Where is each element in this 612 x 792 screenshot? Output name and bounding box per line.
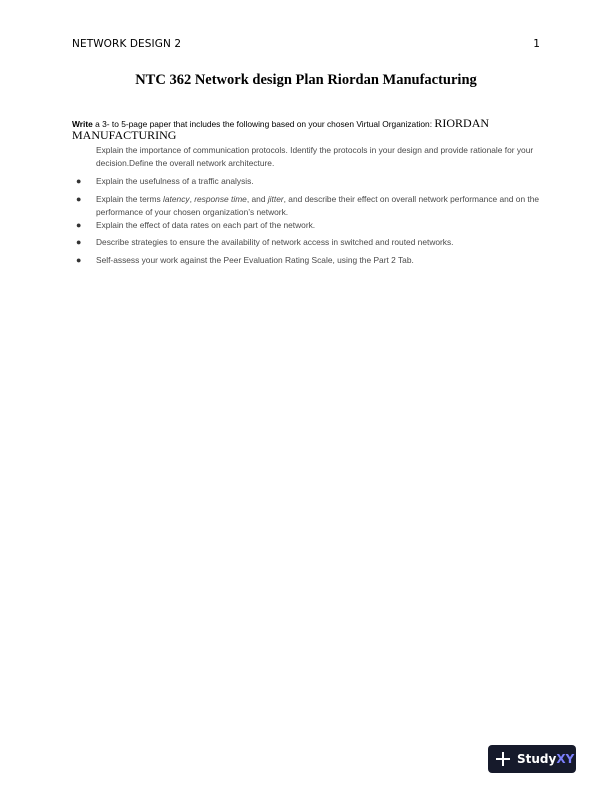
first-item: Explain the importance of communication protocols. Identify the protocols in your design and provide rationale for your decision.Define the overall network architecture. [96, 145, 534, 168]
document-title: NTC 362 Network design Plan Riordan Manufacturing [135, 72, 477, 88]
intro-paragraph [72, 117, 540, 141]
bullet-icon: ● [76, 194, 82, 204]
intro-lead: Write [72, 119, 93, 129]
bullet-icon: ● [76, 220, 82, 230]
bullet-icon: ● [76, 176, 82, 186]
studyxy-watermark [488, 745, 576, 773]
plus-icon [496, 752, 510, 766]
bullet-icon: ● [76, 255, 82, 265]
organization-name: RIORDAN MANUFACTURING [72, 116, 490, 142]
running-head-title: NETWORK DESIGN 2 [72, 38, 182, 50]
page-number: 1 [533, 38, 540, 50]
brand-name: StudyXY [517, 752, 575, 766]
bullet-icon: ● [76, 237, 82, 247]
intro-text: a 3- to 5-page paper that includes the following based on your chosen Virtual Organization: [92, 119, 435, 129]
running-head [72, 38, 540, 50]
